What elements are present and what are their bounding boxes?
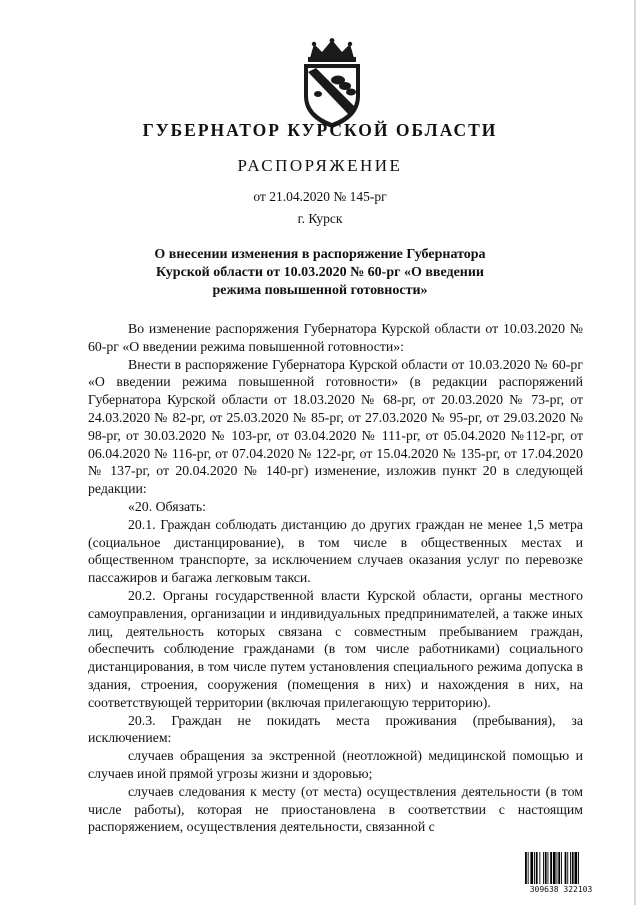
document-city: г. Курск [297, 211, 343, 226]
barcode-bar [548, 852, 549, 884]
document-body [88, 320, 583, 836]
document-date-number: от 21.04.2020 № 145-рг [253, 189, 387, 204]
paragraph-preamble: Во изменение распоряжения Губернатора Курской области от 10.03.2020 № 60-рг «О введении режима повышенной готовности»: [88, 321, 583, 354]
barcode-bar [534, 852, 535, 884]
barcode [525, 852, 595, 884]
coat-of-arms-icon [294, 38, 370, 130]
barcode-bar [550, 852, 552, 884]
barcode-bar [565, 852, 567, 884]
barcode-bar [572, 852, 574, 884]
barcode-bar [578, 852, 579, 884]
barcode-bar [558, 852, 560, 884]
barcode-bar [525, 852, 527, 884]
paragraph-item-20-1: 20.1. Граждан соблюдать дистанцию до других граждан не менее 1,5 метра (социальное дистанцирование), в том числе в общественных местах и общественном транспорте, за исключением случаев оказания услуг по перевозке пассажиров и багажа легковым такси. [88, 516, 583, 586]
barcode-bar [528, 852, 529, 884]
barcode-bar [536, 852, 538, 884]
barcode-bar [543, 852, 544, 884]
document-type: РАСПОРЯЖЕНИЕ [237, 156, 403, 175]
barcode-bar [570, 852, 571, 884]
barcode-bar [553, 852, 556, 884]
barcode-bar [557, 852, 558, 884]
barcode-bar [567, 852, 568, 884]
paragraph-exception-medical: случаев обращения за экстренной (неотложной) медицинской помощью и случаев иной прямой угрозы жизни и здоровью; [88, 748, 583, 781]
paragraph-item-20: «20. Обязать: [128, 498, 206, 514]
barcode-bar [545, 852, 547, 884]
document-title: О внесении изменения в распоряжение Губернатора Курской области от 10.03.2020 № 60-рг «О введении режима повышенной готовности» [154, 247, 486, 298]
barcode-bar [561, 852, 562, 884]
paragraph-item-20-3: 20.3. Граждан не покидать места проживания (пребывания), за исключением: [88, 712, 583, 746]
barcode-number: 309638 322103 [529, 885, 593, 894]
barcode-bar [539, 852, 540, 884]
paragraph-amendment: Внести в распоряжение Губернатора Курской области от 10.03.2020 № 60-рг «О введении режима повышенной готовности» (в редакции распоряжений Губернатора Курской области от 18.03.2020 № 68-рг, от 20.03.2020 № 73-рг, от 24.03.2020 № 82-рг, от 25.03.2020 № 85-рг, от 27.03.2020 № 95-рг, от 29.03.2020 № 98-рг, от 30.03.2020 № 103-рг, от 03.04.2020 № 111-рг, от 05.04.2020 №112-рг, от 06.04.2020 № 116-рг, от 07.04.2020 № 122-рг, от 15.04.2020 № 135-рг, от 17.04.2020 № 137-рг, от 20.04.2020 № 140-рг) изменение, изложив пункт 20 в следующей редакции: [88, 356, 583, 497]
paragraph-exception-work: случаев следования к месту (от места) осуществления деятельности (в том числе работы), которая не приостановлена в соответствии с настоящим распоряжением, осуществления деятельности, связанной с [88, 783, 583, 835]
issuing-authority: ГУБЕРНАТОР КУРСКОЙ ОБЛАСТИ [142, 120, 498, 140]
barcode-bar [530, 852, 533, 884]
paragraph-item-20-2: 20.2. Органы государственной власти Курской области, органы местного самоуправления, организации и индивидуальных предпринимателей, а также иных лиц, деятельность которых связана с совместным пребыванием граждан, обеспечить соблюдение гражданами (в том числе работниками) социального дистанцирования, в том числе путем установления специального режима допуска в здания, строения, сооружения (помещения в них) и нахождения в них, на соответствующей территории (включая прилегающую территорию). [88, 587, 583, 710]
barcode-bar [575, 852, 578, 884]
